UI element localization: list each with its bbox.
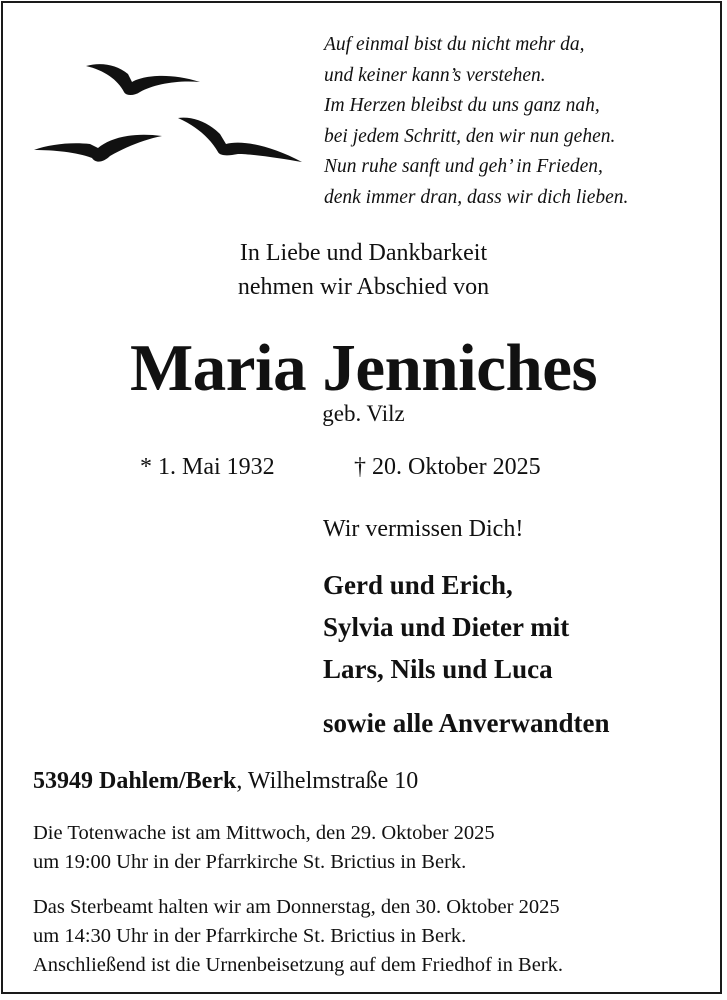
message: Wir vermissen Dich! — [323, 516, 524, 542]
family-line: Gerd und Erich, — [323, 570, 513, 600]
wake-notice — [33, 819, 495, 877]
address-city: 53949 Dahlem/Berk — [33, 768, 237, 794]
family-line: sowie alle Anverwandten — [323, 708, 610, 738]
maiden-name: geb. Vilz — [322, 401, 405, 426]
intro-line: In Liebe und Dankbarkeit — [239, 240, 488, 266]
poem-line: und keiner kann’s verstehen. — [324, 64, 546, 86]
family-line: Sylvia und Dieter mit — [323, 612, 570, 642]
death-date: † 20. Oktober 2025 — [354, 454, 541, 480]
notice-line: um 14:30 Uhr in der Pfarrkirche St. Brictius in Berk. — [33, 925, 467, 947]
family-line: Lars, Nils und Luca — [323, 654, 553, 684]
poem-line: denk immer dran, dass wir dich lieben. — [324, 186, 629, 208]
birth-date: * 1. Mai 1932 — [140, 454, 275, 480]
bird-icon — [178, 118, 302, 162]
deceased-name: Maria Jenniches — [129, 331, 598, 405]
notice-line: Die Totenwache ist am Mittwoch, den 29. Oktober 2025 — [33, 822, 495, 844]
notice-line: Anschließend ist die Urnenbeisetzung auf dem Friedhof in Berk. — [33, 954, 564, 976]
poem-line: Auf einmal bist du nicht mehr da, — [324, 34, 585, 55]
address-street: , Wilhelmstraße 10 — [236, 768, 419, 794]
address — [33, 765, 418, 797]
intro-line: nehmen wir Abschied von — [237, 274, 490, 300]
intro-text — [0, 236, 727, 304]
family-signature — [323, 564, 610, 744]
poem — [324, 30, 714, 214]
notice-line: um 19:00 Uhr in der Pfarrkirche St. Brictius in Berk. — [33, 851, 467, 873]
flying-birds-icon — [28, 52, 308, 172]
poem-line: Nun ruhe sanft und geh’ in Frieden, — [324, 156, 603, 178]
bird-icon — [34, 135, 162, 162]
notice-line: Das Sterbeamt halten wir am Donnerstag, den 30. Oktober 2025 — [33, 896, 560, 918]
bird-icon — [86, 64, 200, 95]
poem-line: Im Herzen bleibst du uns ganz nah, — [324, 95, 600, 117]
poem-line: bei jedem Schritt, den wir nun gehen. — [324, 125, 616, 147]
requiem-notice — [33, 893, 563, 980]
